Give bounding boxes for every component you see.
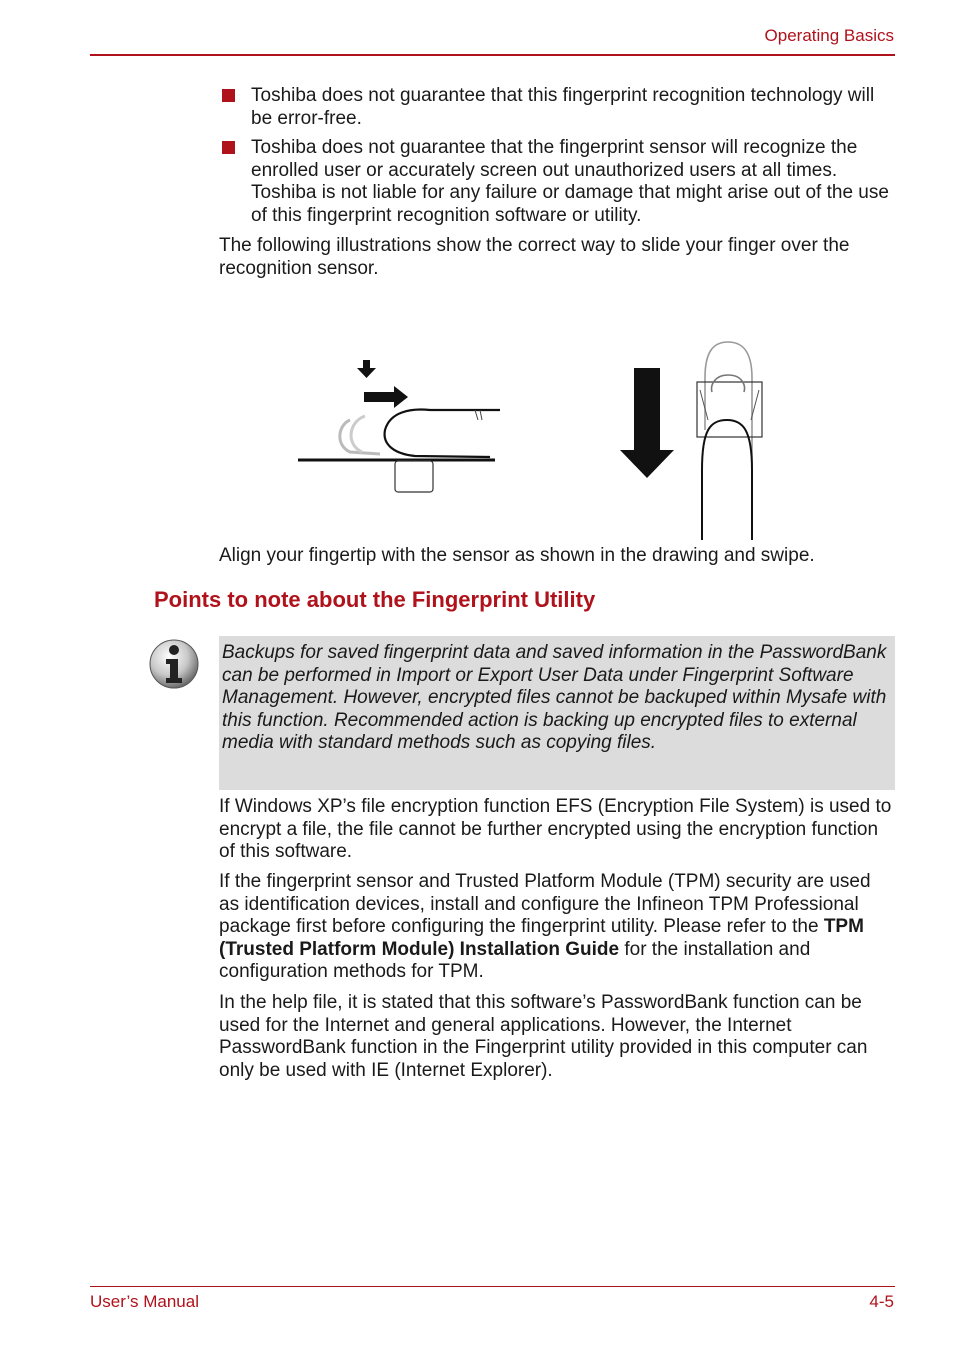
section-heading: Points to note about the Fingerprint Utility xyxy=(154,587,596,612)
tpm-guide-title: TPM (Trusted Platform Module) Installation Guide xyxy=(219,916,864,960)
note-box xyxy=(219,636,895,790)
page-number: 4-5 xyxy=(869,1292,894,1311)
footer-rule xyxy=(90,1286,895,1287)
header-title: Operating Basics xyxy=(764,26,894,45)
bullet-square-icon xyxy=(222,141,235,154)
paragraph-tpm xyxy=(219,871,895,984)
intro-paragraph: The following illustrations show the correct way to slide your finger over the recognition sensor. xyxy=(219,235,850,279)
bullet-square-icon xyxy=(222,89,235,102)
note-text: Backups for saved fingerprint data and saved information in the PasswordBank can be performed in Import or Export User Data under Fingerprint Software Management. However, encrypted files cannot be backuped within Mysafe with this function. Recommended action is backing up encrypted files to external media with standard methods such as copying files. xyxy=(222,642,887,754)
side-view-finger-drawing xyxy=(298,360,500,492)
info-icon xyxy=(148,638,200,690)
paragraph-passwordbank: In the help file, it is stated that this software’s PasswordBank function can be used for the Internet and general applications. However, the Internet PasswordBank function in the Fingerprint utility provided in this computer can only be used with IE (Internet Explorer). xyxy=(219,992,868,1081)
bullet-text: Toshiba does not guarantee that this fingerprint recognition technology will be error-free. xyxy=(251,85,875,129)
bullet-item xyxy=(219,137,895,229)
bullet-item xyxy=(219,85,895,131)
fingerprint-swipe-illustration xyxy=(290,330,770,545)
paragraph-efs: If Windows XP’s file encryption function EFS (Encryption File System) is used to encrypt a file, the file cannot be further encrypted using the encryption function of this software. xyxy=(219,796,892,862)
bullet-text: Toshiba does not guarantee that the fingerprint sensor will recognize the enrolled user or accurately screen out unauthorized users at all times. Toshiba is not liable for any failure or damage that might arise out of the use of this fingerprint recognition software or utility. xyxy=(251,137,889,226)
paragraph-tpm-text: If the fingerprint sensor and Trusted Platform Module (TPM) security are used as identification devices, install and configure the Infineon TPM Professional package first before configuring the fingerprint utility. Please refer to the xyxy=(219,871,871,937)
footer-manual-title: User’s Manual xyxy=(90,1292,199,1311)
paragraph-tpm-text-end: for the installation and configuration methods for TPM. xyxy=(219,938,811,982)
illustration-caption: Align your fingertip with the sensor as shown in the drawing and swipe. xyxy=(219,545,815,566)
header-rule xyxy=(90,54,895,56)
front-view-finger-drawing xyxy=(620,342,762,540)
